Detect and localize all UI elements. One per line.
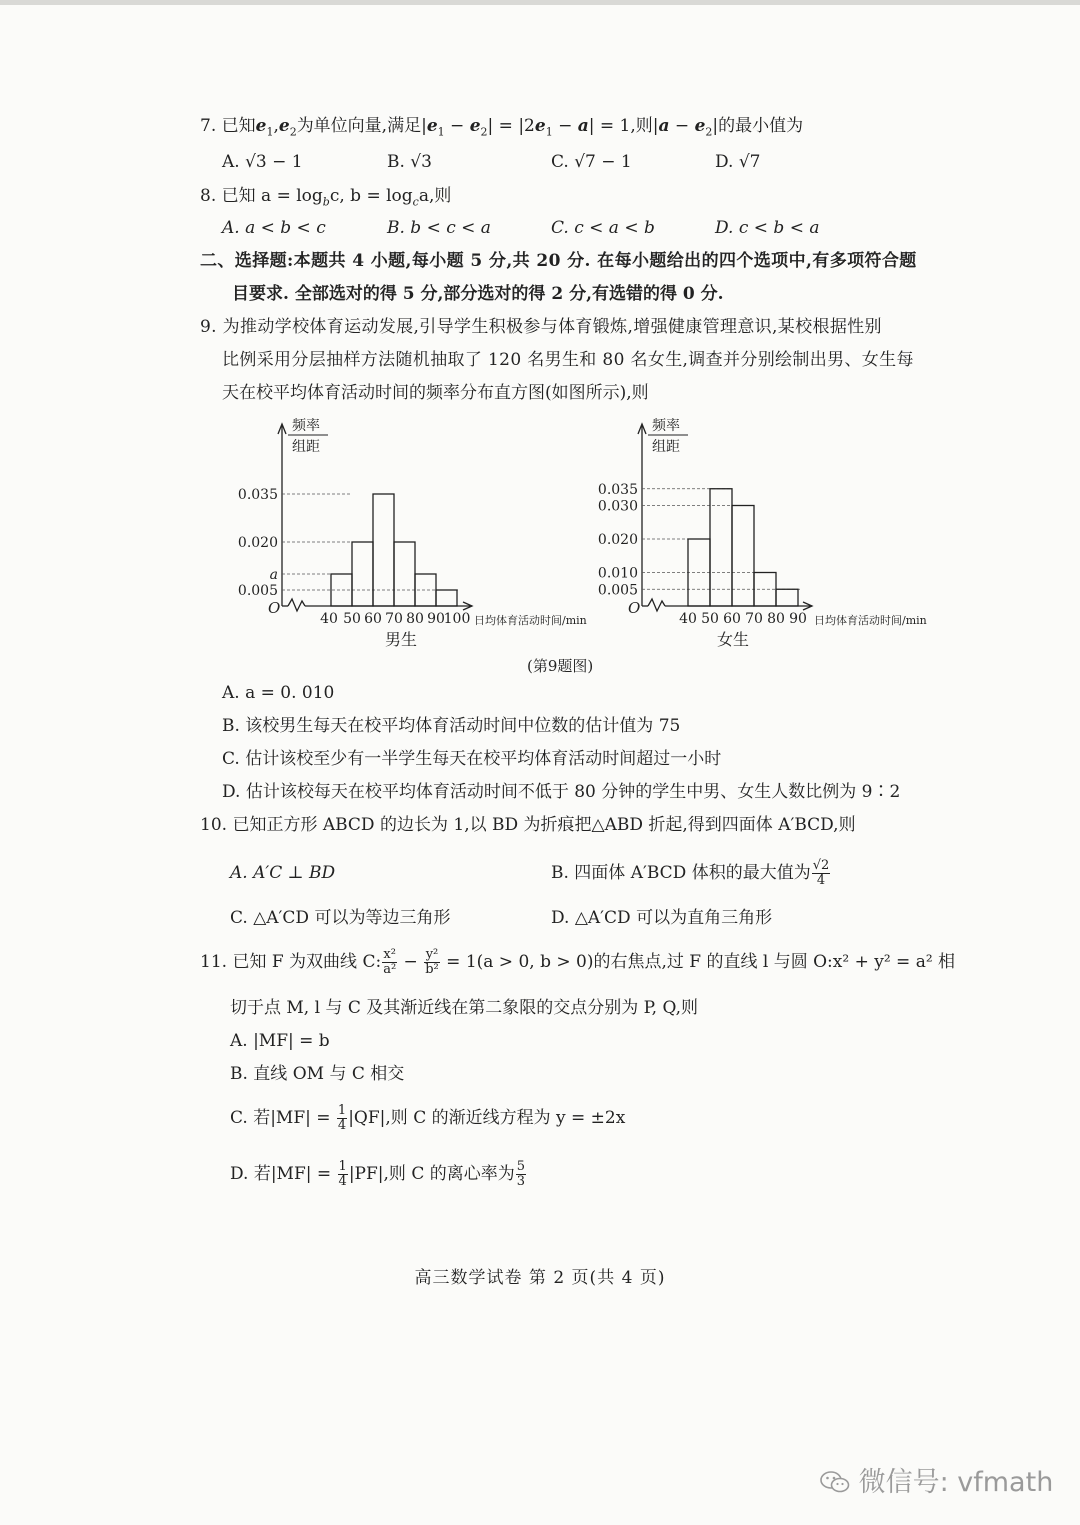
q8-option-a: A. a < b < c [222, 218, 326, 238]
q8-stem [200, 186, 451, 212]
q7-e1c-sub: 1 [545, 125, 553, 139]
q8-option-b: B. b < c < a [387, 218, 491, 238]
q9-line3: 天在校平均体育活动时间的频率分布直方图(如图所示),则 [222, 383, 649, 403]
q7-a: a [577, 116, 589, 136]
x-tick-label-5: 90 [427, 611, 445, 627]
origin-label: O [268, 599, 281, 617]
q7-minus2: − [552, 116, 578, 136]
q7-e1b-sub: 1 [437, 125, 445, 139]
wechat-icon [820, 1469, 850, 1491]
q7-e2c-sub: 2 [705, 125, 713, 139]
bar-4 [776, 589, 798, 606]
q10-option-d: D. △A′CD 可以为直角三角形 [551, 908, 773, 928]
ylabel-top: 频率 [292, 418, 320, 434]
q8-stem-mid: c, b = log [329, 186, 413, 206]
ylabel-bottom: 组距 [292, 439, 320, 455]
q11-frac-y-num: y² [425, 947, 439, 962]
x-tick-label-4: 80 [767, 611, 785, 627]
q7-option-d: D. √7 [715, 152, 761, 172]
q7-stem [200, 116, 803, 142]
q7-e1c: e [534, 116, 546, 136]
q7-e2b: e [469, 116, 481, 136]
q11-option-c-fraction [337, 1104, 347, 1133]
ylabel-top: 频率 [652, 418, 680, 434]
q9-option-d: D. 估计该校每天在校平均体育活动时间不低于 80 分钟的学生中男、女生人数比例为 9∶2 [222, 782, 901, 802]
q11-option-d-pre: D. 若|MF| = [230, 1164, 337, 1184]
bar-2 [373, 494, 394, 606]
y-tick-label-2: 0.020 [597, 532, 638, 548]
x-axis-break [648, 599, 665, 611]
q11-option-d-num: 1 [338, 1159, 347, 1174]
bar-1 [352, 542, 373, 606]
y-tick-label-3: 0.030 [597, 498, 638, 515]
origin-label: O [628, 599, 641, 617]
q7-cond1: | = |2 [487, 116, 535, 136]
q10-option-b [551, 851, 831, 895]
watermark-text: 微信号: vfmath [858, 1467, 1054, 1498]
q11-option-d-fraction1 [338, 1160, 348, 1189]
q8-stem-end: a,则 [418, 186, 452, 206]
x-tick-label-1: 50 [701, 611, 719, 627]
q10-option-a: A. A′C ⊥ BD [230, 863, 336, 883]
q9-line1: 9. 为推动学校体育运动发展,引导学生积极参与体育锻炼,增强健康管理意识,某校根据性别 [200, 317, 882, 337]
q11-option-d [230, 1152, 527, 1196]
q7-minus1: − [444, 116, 470, 136]
q11-option-a: A. |MF| = b [230, 1031, 330, 1051]
q7-cond2: | = 1,则| [588, 116, 659, 136]
x-tick-label-2: 60 [364, 611, 382, 627]
q7-sep: , [273, 116, 279, 136]
bar-2 [732, 506, 754, 607]
q8-sub-c: c [412, 195, 419, 209]
bar-3 [394, 542, 415, 606]
wechat-watermark [820, 1460, 1053, 1499]
q11-option-d-den2: 3 [516, 1174, 526, 1189]
q11-frac-y-den: b² [425, 962, 439, 977]
q10-frac-num: √2 [812, 858, 830, 873]
q11-option-d-den: 4 [338, 1174, 347, 1189]
q7-option-a: A. √3 − 1 [222, 152, 303, 172]
x-tick-label-4: 80 [406, 611, 424, 627]
q10-option-c: C. △A′CD 可以为等边三角形 [230, 908, 451, 928]
q11-option-d-num2: 5 [516, 1159, 526, 1174]
y-tick-label-1: 0.005 [237, 583, 278, 599]
q11-option-c-pre: C. 若|MF| = [230, 1108, 336, 1128]
q11-stem-pre: 11. 已知 F 为双曲线 C: [200, 952, 382, 972]
histogram-female [590, 418, 930, 663]
scan-edge [0, 0, 1080, 5]
q7-e1: e [255, 116, 267, 136]
q7-option-b: B. √3 [387, 152, 432, 172]
q8-sub-b: b [322, 195, 330, 209]
q11-option-c-post: |QF|,则 C 的渐近线方程为 y = ±2x [348, 1108, 626, 1128]
bar-1 [710, 489, 732, 606]
q9-option-b: B. 该校男生每天在校平均体育活动时间中位数的估计值为 75 [222, 716, 681, 736]
x-axis-break [288, 599, 305, 611]
q7-minus3: − [669, 116, 695, 136]
q9-option-c: C. 估计该校至少有一半学生每天在校平均体育活动时间超过一小时 [222, 749, 722, 769]
q11-frac-x [382, 948, 397, 977]
y-tick-label-3: 0.035 [237, 487, 278, 503]
q7-mid: 为单位向量,满足| [296, 116, 427, 136]
q8-option-c: C. c < a < b [551, 218, 655, 238]
x-axis-label: 日均体育活动时间/min [814, 614, 927, 627]
q7-end: |的最小值为 [712, 116, 804, 136]
q10-option-b-text: B. 四面体 A′BCD 体积的最大值为 [551, 863, 811, 883]
q7-e2: e [278, 116, 290, 136]
q11-option-c-den: 4 [337, 1118, 347, 1133]
y-tick-label-0: a [269, 567, 278, 583]
q9-line2: 比例采用分层抽样方法随机抽取了 120 名男生和 80 名女生,调查并分别绘制出男、女生每 [222, 350, 914, 370]
y-tick-label-1: 0.010 [597, 565, 638, 582]
q11-minus: − [398, 952, 424, 972]
q11-line2: 切于点 M, l 与 C 及其渐近线在第二象限的交点分别为 P, Q,则 [230, 998, 698, 1018]
q7-e2-sub: 2 [289, 125, 297, 139]
y-tick-label-2: 0.020 [237, 535, 278, 551]
q11-option-d-mid: |PF|,则 C 的离心率为 [348, 1164, 515, 1184]
x-tick-label-2: 60 [723, 611, 741, 627]
q7-e2c: e [694, 116, 706, 136]
bar-5 [436, 590, 457, 606]
q11-frac-x-num: x² [383, 947, 396, 962]
q11-option-b: B. 直线 OM 与 C 相交 [230, 1064, 405, 1084]
chart-title: 男生 [384, 630, 418, 649]
x-tick-label-6: 100 [443, 611, 471, 627]
x-tick-label-3: 70 [385, 611, 403, 627]
q11-option-c-num: 1 [337, 1103, 347, 1118]
section2-line2: 目要求. 全部选对的得 5 分,部分选对的得 2 分,有选错的得 0 分. [232, 284, 724, 304]
x-tick-label-3: 70 [745, 611, 763, 627]
y-tick-label-4: 0.035 [597, 481, 638, 498]
q10-stem: 10. 已知正方形 ABCD 的边长为 1,以 BD 为折痕把△ABD 折起,得到四面体 A′BCD,则 [200, 815, 856, 835]
q8-option-d: D. c < b < a [715, 218, 820, 238]
y-tick-label-0: 0.005 [597, 582, 638, 599]
q11-option-c [230, 1096, 625, 1140]
q7-e1-sub: 1 [266, 125, 274, 139]
q11-stem-mid: = 1(a > 0, b > 0)的右焦点,过 F 的直线 l 与圆 O:x² + y² = a² 相 [440, 952, 956, 972]
q11-frac-x-den: a² [383, 962, 397, 977]
page-footer: 高三数学试卷 第 2 页(共 4 页) [414, 1268, 666, 1288]
x-tick-label-1: 50 [343, 611, 361, 627]
q9-figure-caption: (第9题图) [527, 657, 594, 675]
q11-option-d-fraction2 [516, 1160, 526, 1189]
q9-option-a: A. a = 0. 010 [222, 683, 335, 703]
q7-prefix: 7. 已知 [200, 116, 256, 136]
ylabel-bottom: 组距 [652, 439, 680, 455]
x-tick-label-0: 40 [320, 611, 338, 627]
x-tick-label-5: 90 [789, 611, 807, 627]
q10-frac-den: 4 [816, 873, 826, 888]
x-axis-label: 日均体育活动时间/min [474, 614, 587, 627]
x-tick-label-0: 40 [679, 611, 697, 627]
q8-stem-a: 8. 已知 a = log [200, 186, 323, 206]
q10-option-b-fraction [812, 859, 831, 888]
q11-stem [200, 940, 955, 984]
histogram-male [228, 418, 598, 663]
q7-e2b-sub: 2 [480, 125, 488, 139]
chart-title: 女生 [716, 630, 750, 649]
q7-a2: a [658, 116, 670, 136]
section2-line1: 二、选择题:本题共 4 小题,每小题 5 分,共 20 分. 在每小题给出的四个选项中,有多项符合题 [200, 251, 917, 271]
q11-frac-y [424, 948, 440, 977]
q7-e1b: e [426, 116, 438, 136]
q7-option-c: C. √7 − 1 [551, 152, 632, 172]
